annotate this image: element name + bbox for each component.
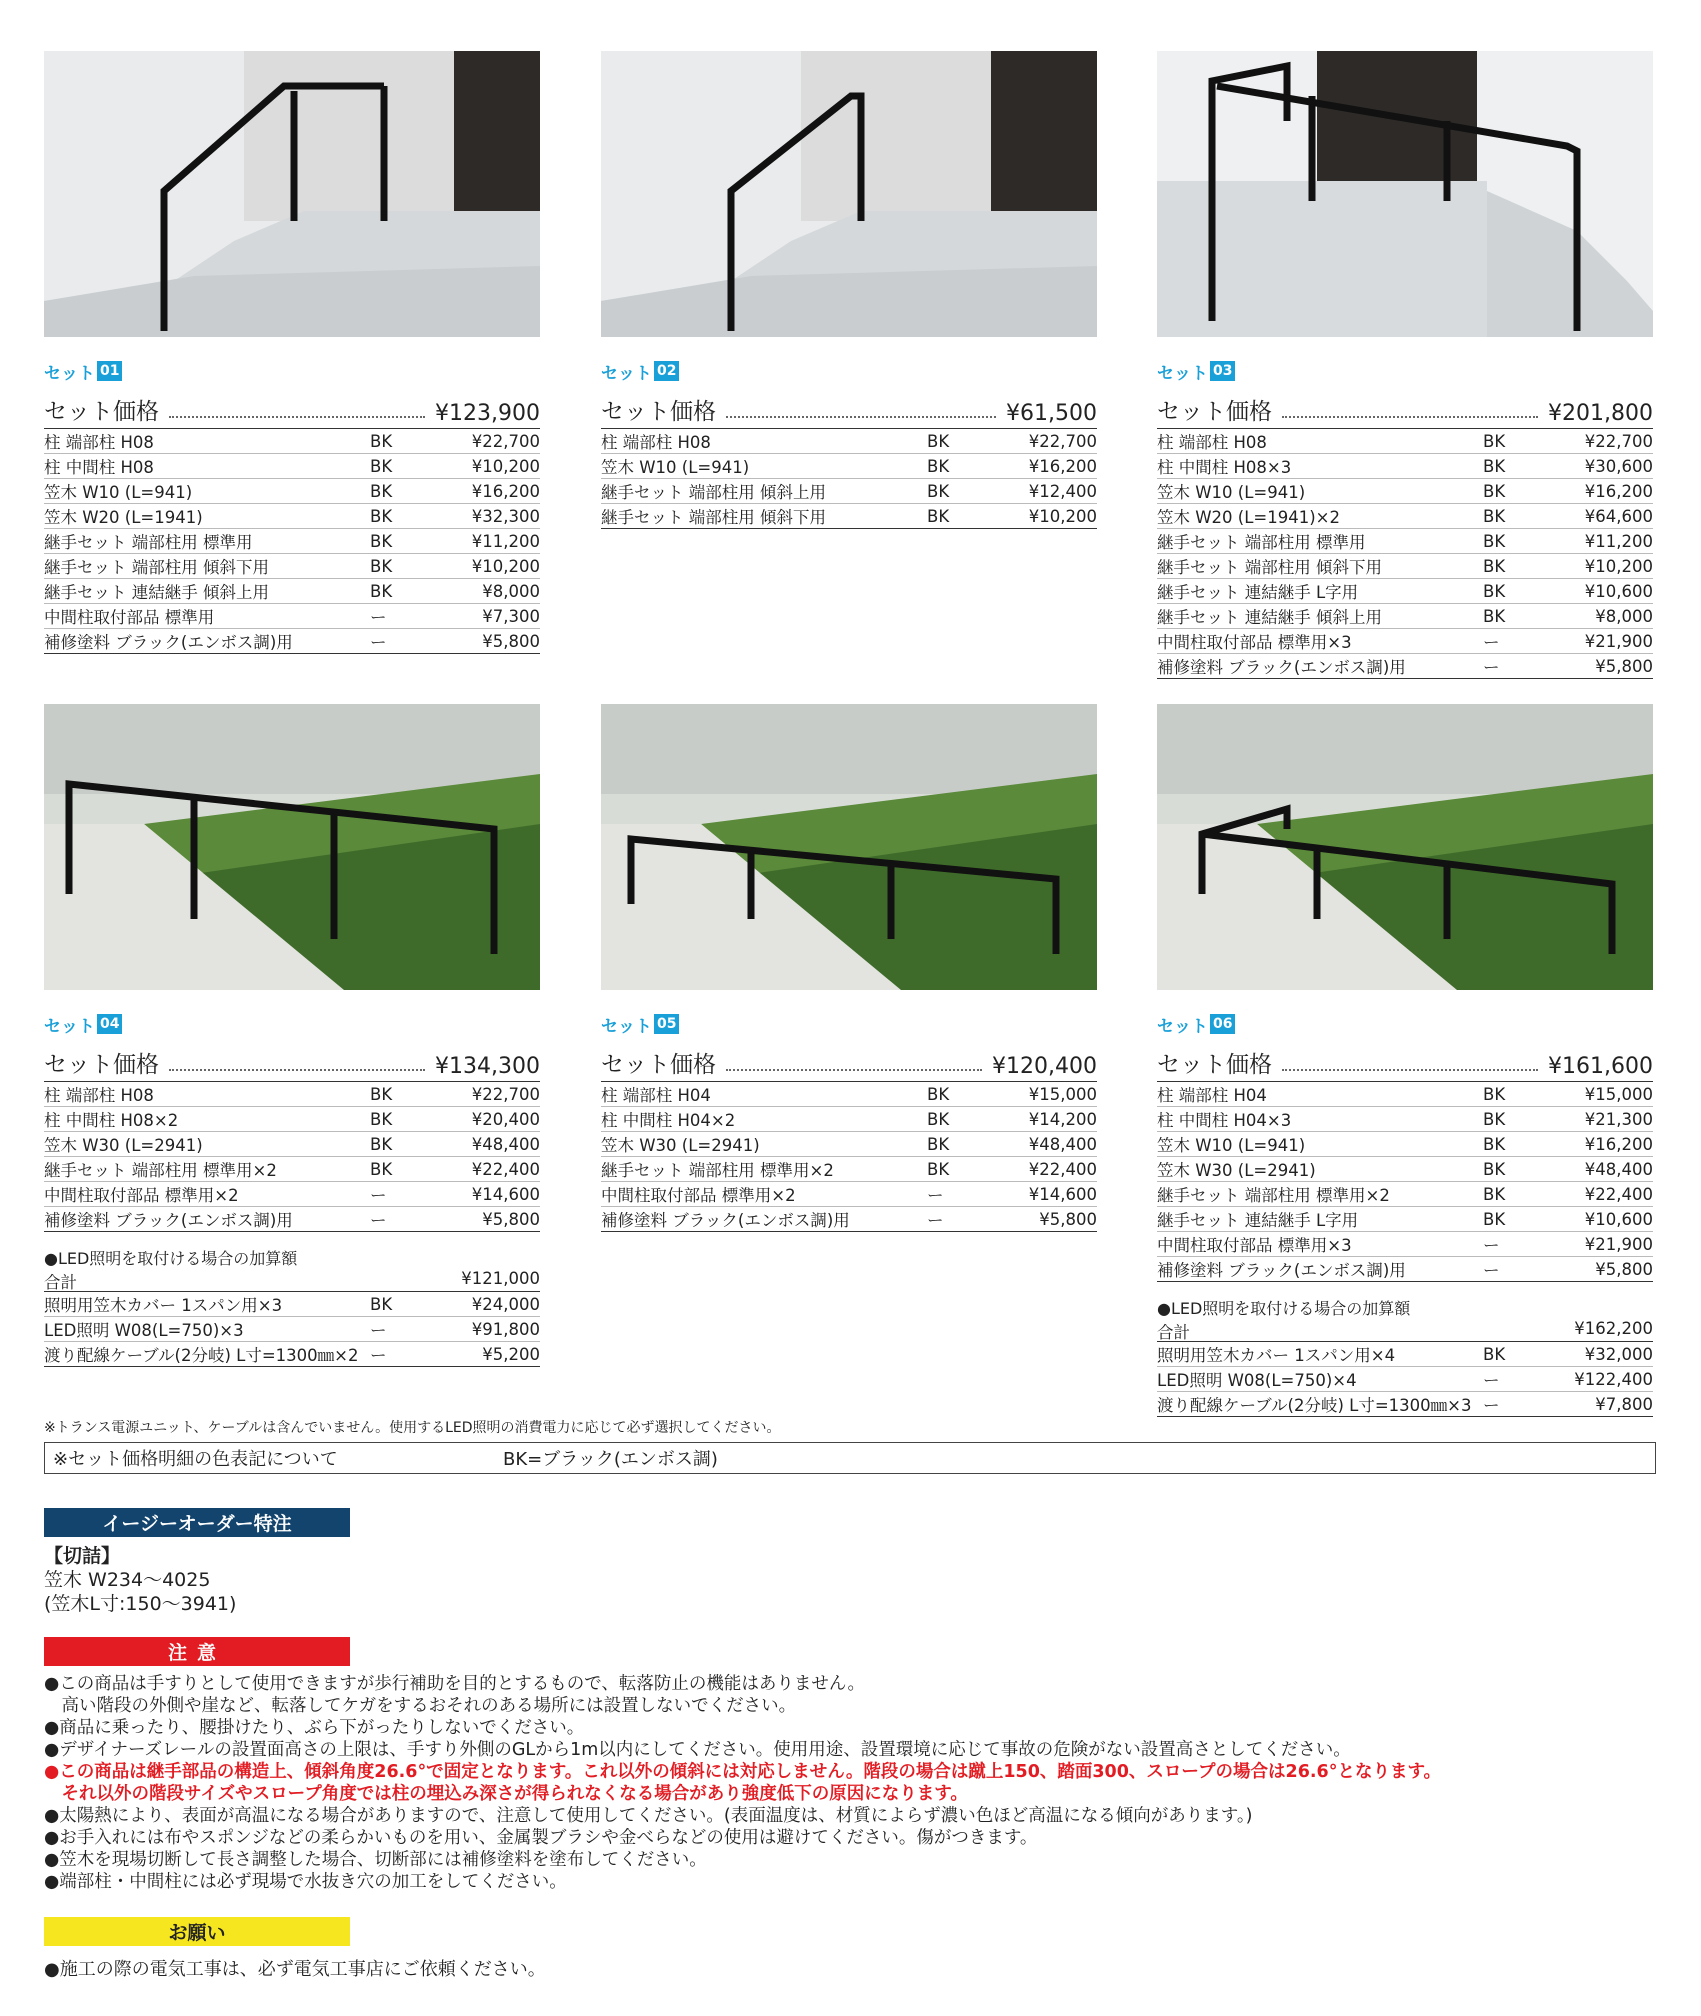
item-price: ¥7,300 bbox=[440, 604, 540, 629]
item-row bbox=[44, 1182, 540, 1207]
request-note: ●施工の際の電気工事は、必ず電気工事店にご依頼ください。 bbox=[44, 1959, 546, 1980]
items-table bbox=[44, 429, 540, 654]
item-color: BK bbox=[1483, 1082, 1553, 1107]
item-price: ¥32,000 bbox=[1553, 1342, 1653, 1367]
cut-heading: 【切詰】 bbox=[44, 1545, 121, 1567]
item-name: 渡り配線ケーブル(2分岐) L寸=1300㎜×2 bbox=[44, 1342, 370, 1367]
item-color: ー bbox=[1483, 1257, 1553, 1282]
set-price-title: セット価格 ¥61,500 bbox=[601, 393, 1097, 429]
item-price: ¥21,900 bbox=[1553, 629, 1653, 654]
item-price: ¥48,400 bbox=[1553, 1157, 1653, 1182]
item-color: BK bbox=[1483, 1207, 1553, 1232]
set-price-title: セット価格 ¥161,600 bbox=[1157, 1046, 1653, 1082]
set-02-photo bbox=[601, 51, 1097, 337]
caution-line: ●太陽熱により、表面が高温になる場合がありますので、注意して使用してください。(表面温度は、材質によらず濃い色ほど高温になる傾向があります。) bbox=[44, 1806, 1253, 1826]
item-row bbox=[1157, 1107, 1653, 1132]
item-price: ¥16,200 bbox=[1553, 479, 1653, 504]
item-color: BK bbox=[1483, 1107, 1553, 1132]
item-price: ¥30,600 bbox=[1553, 454, 1653, 479]
item-color: ー bbox=[370, 629, 440, 654]
item-price: ¥15,000 bbox=[997, 1082, 1097, 1107]
item-color: BK bbox=[370, 479, 440, 504]
caution-line: ●この商品は手すりとして使用できますが歩行補助を目的とするもので、転落防止の機能はありません。 bbox=[44, 1674, 865, 1694]
set-price-title: セット価格 ¥123,900 bbox=[44, 393, 540, 429]
item-price: ¥15,000 bbox=[1553, 1082, 1653, 1107]
item-row bbox=[44, 604, 540, 629]
item-price: ¥20,400 bbox=[440, 1107, 540, 1132]
item-name: 笠木 W20 (L=1941)×2 bbox=[1157, 504, 1483, 529]
item-name: 継手セット 端部柱用 標準用 bbox=[1157, 529, 1483, 554]
item-price: ¥7,800 bbox=[1553, 1392, 1653, 1417]
caution-line: それ以外の階段サイズやスロープ角度では柱の埋込み深さが得られなくなる場合があり強度低下の原因になります。 bbox=[44, 1784, 968, 1804]
item-price: ¥8,000 bbox=[1553, 604, 1653, 629]
item-name: 補修塗料 ブラック(エンボス調)用 bbox=[601, 1207, 927, 1232]
item-name: 中間柱取付部品 標準用×3 bbox=[1157, 1232, 1483, 1257]
item-row bbox=[1157, 1207, 1653, 1232]
item-price: ¥10,600 bbox=[1553, 579, 1653, 604]
item-row bbox=[601, 1182, 1097, 1207]
item-name: 補修塗料 ブラック(エンボス調)用 bbox=[1157, 1257, 1483, 1282]
item-color: BK bbox=[370, 1082, 440, 1107]
set-price-title: セット価格 ¥134,300 bbox=[44, 1046, 540, 1082]
item-price: ¥10,200 bbox=[440, 554, 540, 579]
item-row bbox=[601, 479, 1097, 504]
item-color: BK bbox=[927, 504, 997, 529]
item-color: ー bbox=[370, 604, 440, 629]
item-price: ¥16,200 bbox=[997, 454, 1097, 479]
item-color: BK bbox=[1483, 604, 1553, 629]
item-row bbox=[44, 479, 540, 504]
item-price: ¥14,600 bbox=[440, 1182, 540, 1207]
item-name: 柱 端部柱 H08 bbox=[601, 429, 927, 454]
cut-spec bbox=[44, 1544, 236, 1616]
item-name: 笠木 W10 (L=941) bbox=[601, 454, 927, 479]
item-color: BK bbox=[370, 1132, 440, 1157]
item-row bbox=[1157, 1157, 1653, 1182]
item-price: ¥21,300 bbox=[1553, 1107, 1653, 1132]
items-table bbox=[601, 429, 1097, 529]
item-color: BK bbox=[1483, 479, 1553, 504]
led-items-table bbox=[44, 1292, 540, 1367]
item-color: BK bbox=[1483, 429, 1553, 454]
item-color: ー bbox=[370, 1182, 440, 1207]
item-price: ¥5,800 bbox=[440, 1207, 540, 1232]
cut-line-1: 笠木 W234～4025 bbox=[44, 1569, 211, 1591]
item-name: 柱 中間柱 H08×3 bbox=[1157, 454, 1483, 479]
item-color: BK bbox=[927, 454, 997, 479]
set-04 bbox=[44, 704, 540, 1367]
set-04-photo bbox=[44, 704, 540, 990]
item-price: ¥64,600 bbox=[1553, 504, 1653, 529]
item-row bbox=[44, 554, 540, 579]
item-row bbox=[1157, 454, 1653, 479]
led-total: 合計 ¥121,000 bbox=[44, 1269, 540, 1292]
item-row bbox=[601, 504, 1097, 529]
footnote: ※トランス電源ユニット、ケーブルは含んでいません。使用するLED照明の消費電力に応じて必ず選択してください。 bbox=[44, 1420, 781, 1436]
item-color: BK bbox=[1483, 1182, 1553, 1207]
item-color: BK bbox=[927, 429, 997, 454]
item-name: 照明用笠木カバー 1スパン用×4 bbox=[1157, 1342, 1483, 1367]
set-06 bbox=[1157, 704, 1653, 1417]
item-price: ¥5,800 bbox=[997, 1207, 1097, 1232]
item-color: BK bbox=[1483, 1157, 1553, 1182]
item-name: 補修塗料 ブラック(エンボス調)用 bbox=[44, 629, 370, 654]
caution-bar: 注意 bbox=[44, 1637, 350, 1666]
item-name: 継手セット 端部柱用 標準用×2 bbox=[44, 1157, 370, 1182]
item-row bbox=[1157, 529, 1653, 554]
color-notation-value: BK=ブラック(エンボス調) bbox=[503, 1449, 718, 1470]
set-price-title: セット価格 ¥201,800 bbox=[1157, 393, 1653, 429]
item-color: BK bbox=[927, 1157, 997, 1182]
item-row bbox=[44, 1342, 540, 1367]
item-price: ¥22,400 bbox=[440, 1157, 540, 1182]
item-color: BK bbox=[1483, 529, 1553, 554]
item-name: 笠木 W20 (L=1941) bbox=[44, 504, 370, 529]
item-row bbox=[601, 1082, 1097, 1107]
item-name: 柱 中間柱 H04×3 bbox=[1157, 1107, 1483, 1132]
item-row bbox=[44, 529, 540, 554]
color-notation-label: ※セット価格明細の色表記について bbox=[53, 1449, 338, 1470]
item-name: 継手セット 連結継手 傾斜上用 bbox=[1157, 604, 1483, 629]
item-price: ¥8,000 bbox=[440, 579, 540, 604]
item-color: BK bbox=[370, 529, 440, 554]
item-price: ¥91,800 bbox=[440, 1317, 540, 1342]
item-color: BK bbox=[1483, 579, 1553, 604]
set-price: ¥61,500 bbox=[1006, 401, 1097, 426]
item-row bbox=[1157, 1367, 1653, 1392]
item-name: 笠木 W30 (L=2941) bbox=[44, 1132, 370, 1157]
item-name: LED照明 W08(L=750)×4 bbox=[1157, 1367, 1483, 1392]
set-price: ¥161,600 bbox=[1548, 1054, 1653, 1079]
color-notation-box bbox=[44, 1442, 1656, 1474]
item-color: BK bbox=[927, 479, 997, 504]
item-color: BK bbox=[370, 1292, 440, 1317]
item-row bbox=[44, 1107, 540, 1132]
set-price-title: セット価格 ¥120,400 bbox=[601, 1046, 1097, 1082]
item-name: 柱 端部柱 H08 bbox=[44, 1082, 370, 1107]
item-row bbox=[1157, 654, 1653, 679]
item-name: 継手セット 端部柱用 標準用 bbox=[44, 529, 370, 554]
item-name: 笠木 W10 (L=941) bbox=[44, 479, 370, 504]
item-color: ー bbox=[370, 1207, 440, 1232]
item-price: ¥22,700 bbox=[440, 1082, 540, 1107]
cut-line-2: (笠木L寸:150～3941) bbox=[44, 1593, 237, 1615]
set-price: ¥134,300 bbox=[435, 1054, 540, 1079]
item-price: ¥10,200 bbox=[440, 454, 540, 479]
set-05-photo bbox=[601, 704, 1097, 990]
item-name: 柱 中間柱 H04×2 bbox=[601, 1107, 927, 1132]
item-color: ー bbox=[1483, 1367, 1553, 1392]
set-03-photo bbox=[1157, 51, 1653, 337]
set-05 bbox=[601, 704, 1097, 1232]
item-color: BK bbox=[370, 1157, 440, 1182]
item-row bbox=[601, 454, 1097, 479]
item-price: ¥22,700 bbox=[997, 429, 1097, 454]
item-row bbox=[44, 1132, 540, 1157]
caution-line: ●この商品は継手部品の構造上、傾斜角度26.6°で固定となります。これ以外の傾斜には対応しません。階段の場合は蹴上150、踏面300、スロープの場合は26.6°となります。 bbox=[44, 1762, 1442, 1782]
item-name: 継手セット 連結継手 L字用 bbox=[1157, 1207, 1483, 1232]
set-01 bbox=[44, 51, 540, 654]
item-color: ー bbox=[1483, 629, 1553, 654]
item-name: 継手セット 端部柱用 標準用×2 bbox=[601, 1157, 927, 1182]
item-name: 柱 端部柱 H08 bbox=[1157, 429, 1483, 454]
items-table bbox=[1157, 429, 1653, 679]
item-row bbox=[601, 1207, 1097, 1232]
item-row bbox=[1157, 1232, 1653, 1257]
item-color: BK bbox=[927, 1082, 997, 1107]
set-price: ¥123,900 bbox=[435, 401, 540, 426]
item-name: 中間柱取付部品 標準用×3 bbox=[1157, 629, 1483, 654]
item-color: BK bbox=[370, 554, 440, 579]
items-table bbox=[1157, 1082, 1653, 1282]
item-name: 柱 中間柱 H08 bbox=[44, 454, 370, 479]
item-row bbox=[44, 579, 540, 604]
item-name: LED照明 W08(L=750)×3 bbox=[44, 1317, 370, 1342]
item-price: ¥22,400 bbox=[997, 1157, 1097, 1182]
item-color: ー bbox=[1483, 1392, 1553, 1417]
item-color: BK bbox=[1483, 554, 1553, 579]
item-row bbox=[601, 1132, 1097, 1157]
set-price: ¥201,800 bbox=[1548, 401, 1653, 426]
item-price: ¥10,200 bbox=[1553, 554, 1653, 579]
item-row bbox=[44, 504, 540, 529]
item-row bbox=[601, 429, 1097, 454]
caution-line: ●笠木を現場切断して長さ調整した場合、切断部には補修塗料を塗布してください。 bbox=[44, 1850, 707, 1870]
set-price: ¥120,400 bbox=[992, 1054, 1097, 1079]
item-row bbox=[601, 1157, 1097, 1182]
items-table bbox=[601, 1082, 1097, 1232]
item-color: ー bbox=[1483, 1232, 1553, 1257]
item-name: 笠木 W10 (L=941) bbox=[1157, 479, 1483, 504]
item-name: 笠木 W30 (L=2941) bbox=[1157, 1157, 1483, 1182]
set-03 bbox=[1157, 51, 1653, 679]
item-name: 継手セット 端部柱用 傾斜下用 bbox=[601, 504, 927, 529]
item-price: ¥22,400 bbox=[1553, 1182, 1653, 1207]
item-row bbox=[44, 1317, 540, 1342]
item-row bbox=[1157, 1257, 1653, 1282]
item-price: ¥32,300 bbox=[440, 504, 540, 529]
item-row bbox=[1157, 1132, 1653, 1157]
item-color: BK bbox=[1483, 1342, 1553, 1367]
led-items-table bbox=[1157, 1342, 1653, 1417]
item-row bbox=[1157, 479, 1653, 504]
item-name: 柱 中間柱 H08×2 bbox=[44, 1107, 370, 1132]
item-price: ¥16,200 bbox=[440, 479, 540, 504]
caution-line: ●端部柱・中間柱には必ず現場で水抜き穴の加工をしてください。 bbox=[44, 1872, 567, 1892]
item-color: BK bbox=[370, 579, 440, 604]
item-color: BK bbox=[927, 1132, 997, 1157]
item-row bbox=[44, 629, 540, 654]
item-name: 中間柱取付部品 標準用 bbox=[44, 604, 370, 629]
item-name: 柱 端部柱 H08 bbox=[44, 429, 370, 454]
caution-line: ●商品に乗ったり、腰掛けたり、ぶら下がったりしないでください。 bbox=[44, 1718, 585, 1738]
item-price: ¥10,600 bbox=[1553, 1207, 1653, 1232]
set-tag: セット 02 bbox=[601, 359, 1097, 383]
item-name: 笠木 W10 (L=941) bbox=[1157, 1132, 1483, 1157]
item-price: ¥14,200 bbox=[997, 1107, 1097, 1132]
item-color: BK bbox=[370, 1107, 440, 1132]
item-color: BK bbox=[370, 454, 440, 479]
item-color: BK bbox=[927, 1107, 997, 1132]
set-01-photo bbox=[44, 51, 540, 337]
request-bar: お願い bbox=[44, 1917, 350, 1946]
item-name: 継手セット 端部柱用 傾斜下用 bbox=[44, 554, 370, 579]
item-price: ¥16,200 bbox=[1553, 1132, 1653, 1157]
item-price: ¥12,400 bbox=[997, 479, 1097, 504]
item-price: ¥10,200 bbox=[997, 504, 1097, 529]
led-heading: ●LED照明を取付ける場合の加算額 bbox=[44, 1249, 298, 1268]
set-tag: セット 01 bbox=[44, 359, 540, 383]
item-row bbox=[1157, 604, 1653, 629]
item-price: ¥21,900 bbox=[1553, 1232, 1653, 1257]
easy-order-bar: イージーオーダー特注 bbox=[44, 1508, 350, 1537]
item-name: 笠木 W30 (L=2941) bbox=[601, 1132, 927, 1157]
item-name: 柱 端部柱 H04 bbox=[1157, 1082, 1483, 1107]
item-price: ¥5,800 bbox=[1553, 654, 1653, 679]
item-color: ー bbox=[927, 1182, 997, 1207]
item-name: 照明用笠木カバー 1スパン用×3 bbox=[44, 1292, 370, 1317]
item-row bbox=[44, 1082, 540, 1107]
set-tag: セット 03 bbox=[1157, 359, 1653, 383]
set-02 bbox=[601, 51, 1097, 529]
item-row bbox=[1157, 1342, 1653, 1367]
item-color: ー bbox=[370, 1317, 440, 1342]
item-name: 補修塗料 ブラック(エンボス調)用 bbox=[1157, 654, 1483, 679]
item-name: 補修塗料 ブラック(エンボス調)用 bbox=[44, 1207, 370, 1232]
item-row bbox=[44, 454, 540, 479]
led-heading: ●LED照明を取付ける場合の加算額 bbox=[1157, 1299, 1411, 1318]
led-total: 合計 ¥162,200 bbox=[1157, 1319, 1653, 1342]
item-color: BK bbox=[370, 429, 440, 454]
item-color: BK bbox=[1483, 1132, 1553, 1157]
caution-line: 高い階段の外側や崖など、転落してケガをするおそれのある場所には設置しないでください。 bbox=[44, 1696, 797, 1716]
item-price: ¥14,600 bbox=[997, 1182, 1097, 1207]
item-price: ¥22,700 bbox=[440, 429, 540, 454]
item-price: ¥5,800 bbox=[440, 629, 540, 654]
item-color: BK bbox=[1483, 454, 1553, 479]
item-row bbox=[1157, 1392, 1653, 1417]
item-row bbox=[1157, 1082, 1653, 1107]
item-row bbox=[1157, 579, 1653, 604]
caution-notes bbox=[44, 1673, 1664, 1893]
caution-line: ●デザイナーズレールの設置面高さの上限は、手すり外側のGLから1m以内にしてください。使用用途、設置環境に応じて事故の危険がない設置高さとしてください。 bbox=[44, 1740, 1351, 1760]
item-name: 継手セット 端部柱用 標準用×2 bbox=[1157, 1182, 1483, 1207]
caution-line: ●お手入れには布やスポンジなどの柔らかいものを用い、金属製ブラシや金べらなどの使用は避けてください。傷がつきます。 bbox=[44, 1828, 1038, 1848]
set-tag: セット 04 bbox=[44, 1012, 540, 1036]
item-price: ¥11,200 bbox=[1553, 529, 1653, 554]
item-color: ー bbox=[1483, 654, 1553, 679]
item-price: ¥5,200 bbox=[440, 1342, 540, 1367]
set-tag: セット 05 bbox=[601, 1012, 1097, 1036]
item-row bbox=[44, 1292, 540, 1317]
item-name: 継手セット 連結継手 傾斜上用 bbox=[44, 579, 370, 604]
item-name: 中間柱取付部品 標準用×2 bbox=[44, 1182, 370, 1207]
item-name: 中間柱取付部品 標準用×2 bbox=[601, 1182, 927, 1207]
item-color: ー bbox=[927, 1207, 997, 1232]
item-row bbox=[44, 1157, 540, 1182]
item-name: 継手セット 連結継手 L字用 bbox=[1157, 579, 1483, 604]
item-row bbox=[44, 429, 540, 454]
item-row bbox=[601, 1107, 1097, 1132]
item-row bbox=[1157, 629, 1653, 654]
item-name: 継手セット 端部柱用 傾斜下用 bbox=[1157, 554, 1483, 579]
set-06-photo bbox=[1157, 704, 1653, 990]
item-color: BK bbox=[1483, 504, 1553, 529]
set-tag: セット 06 bbox=[1157, 1012, 1653, 1036]
item-price: ¥5,800 bbox=[1553, 1257, 1653, 1282]
item-price: ¥48,400 bbox=[440, 1132, 540, 1157]
item-price: ¥48,400 bbox=[997, 1132, 1097, 1157]
item-row bbox=[44, 1207, 540, 1232]
items-table bbox=[44, 1082, 540, 1232]
item-row bbox=[1157, 504, 1653, 529]
item-row bbox=[1157, 429, 1653, 454]
item-color: ー bbox=[370, 1342, 440, 1367]
item-name: 柱 端部柱 H04 bbox=[601, 1082, 927, 1107]
item-price: ¥22,700 bbox=[1553, 429, 1653, 454]
item-name: 渡り配線ケーブル(2分岐) L寸=1300㎜×3 bbox=[1157, 1392, 1483, 1417]
item-price: ¥24,000 bbox=[440, 1292, 540, 1317]
item-color: BK bbox=[370, 504, 440, 529]
item-price: ¥122,400 bbox=[1553, 1367, 1653, 1392]
item-price: ¥11,200 bbox=[440, 529, 540, 554]
item-name: 継手セット 端部柱用 傾斜上用 bbox=[601, 479, 927, 504]
item-row bbox=[1157, 554, 1653, 579]
item-row bbox=[1157, 1182, 1653, 1207]
